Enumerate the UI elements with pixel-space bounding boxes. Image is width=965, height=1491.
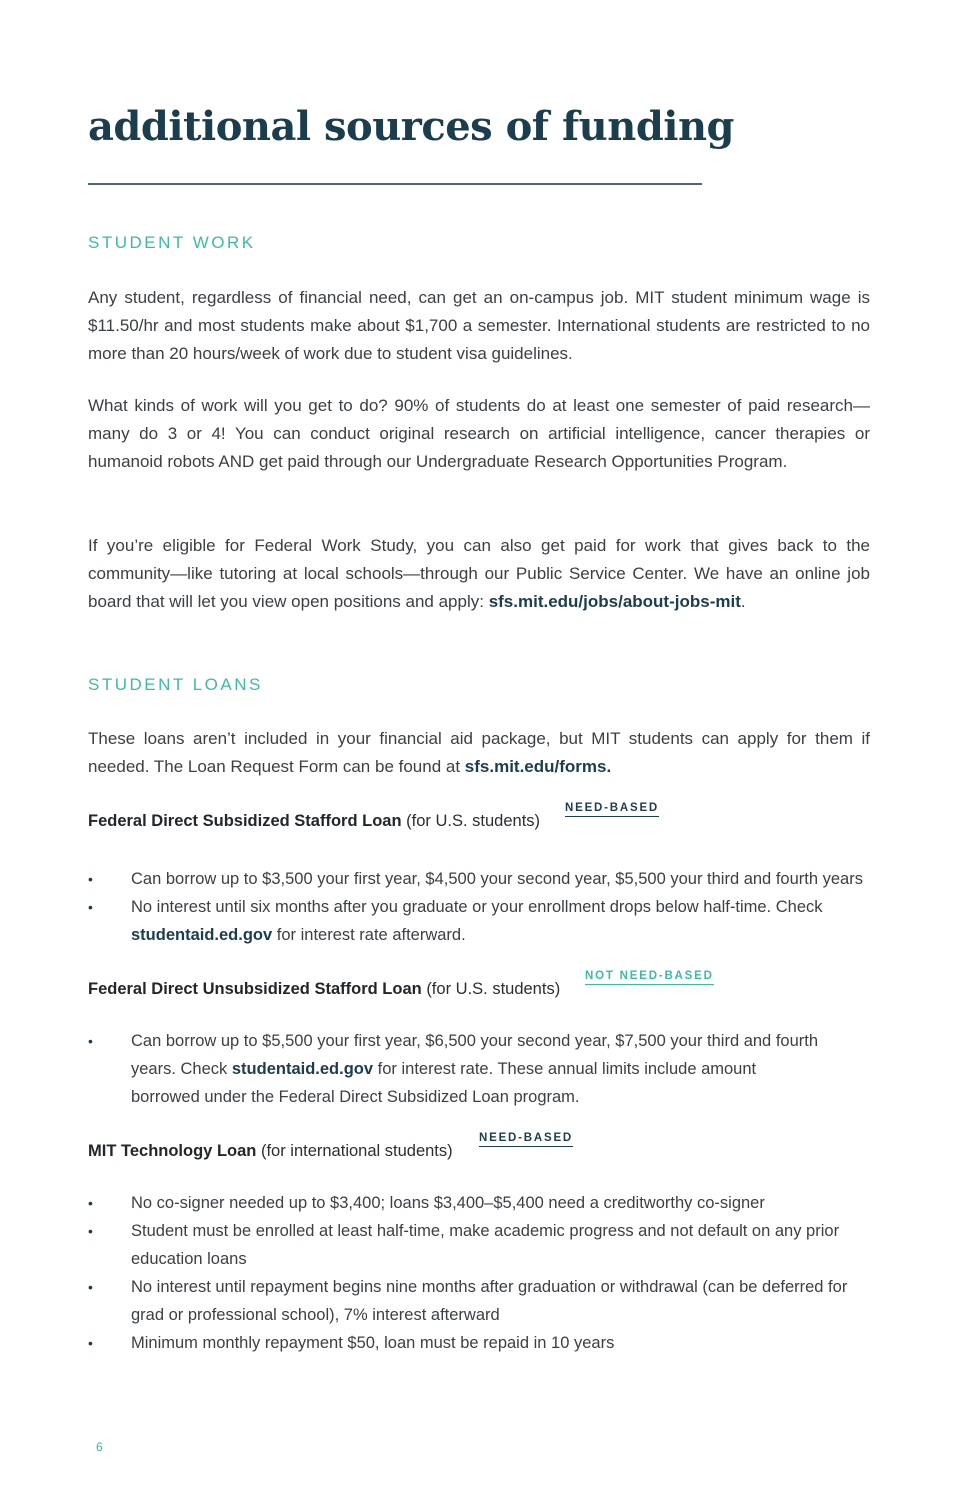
student-loans-intro: These loans aren’t included in your financial aid package, but MIT students can apply for them if needed. The Loan Request Form can be found at sfs.mit.edu/forms. (88, 729, 870, 776)
student-work-paragraph-2: What kinds of work will you get to do? 90% of students do at least one semester of paid research—many do 3 or 4! You can conduct original research on artificial intelligence, cancer therapies or humanoid robots AND get paid through our Undergraduate Research Opportunities Program. (88, 396, 870, 471)
list-item: • No interest until repayment begins nine months after graduation or withdrawal (can be deferred for grad or professional school), 7% interest afterward (88, 1273, 848, 1329)
student-work-paragraph-3: If you’re eligible for Federal Work Study, you can also get paid for work that gives back to the community—like tutoring at local schools—through our Public Service Center. We have an online job board that will let you view open positions and apply: sfs.mit.edu/jobs/about-jobs-mit. (88, 536, 870, 611)
title-divider (88, 183, 702, 185)
section-heading-student-work: STUDENT WORK (88, 233, 256, 252)
loan-title-unsubsidized: Federal Direct Unsubsidized Stafford Loan (for U.S. students) (88, 980, 561, 998)
subsidized-loan-bullets (88, 865, 870, 949)
studentaid-link[interactable]: studentaid.ed.gov (131, 926, 273, 944)
list-item: • No co-signer needed up to $3,400; loans $3,400–$5,400 need a creditworthy co-signer (88, 1189, 848, 1217)
list-item: • Minimum monthly repayment $50, loan must be repaid in 10 years (88, 1329, 848, 1357)
bullet-icon: • (88, 1335, 93, 1351)
bullet-icon: • (88, 1195, 93, 1211)
need-based-badge: NEED-BASED (565, 802, 659, 817)
unsubsidized-loan-bullets (88, 1027, 828, 1111)
studentaid-link[interactable]: studentaid.ed.gov (231, 1060, 374, 1078)
loan-title-subsidized: Federal Direct Subsidized Stafford Loan (for U.S. students) (88, 812, 541, 830)
bullet-icon: • (88, 899, 93, 915)
need-based-badge: NEED-BASED (479, 1132, 573, 1147)
list-item: • Can borrow up to $5,500 your first year, $6,500 your second year, $7,500 your third and fourth years. Check studentaid.ed.gov for interest rate. These annual limits include amount borrowed under the Federal Direct Subsidized Loan program. (88, 1027, 828, 1111)
student-work-paragraph-1: Any student, regardless of financial need, can get an on-campus job. MIT student minimum wage is $11.50/hr and most students make about $1,700 a semester. International students are restricted to no more than 20 hours/week of work due to student visa guidelines. (88, 288, 870, 363)
list-item: • No interest until six months after you graduate or your enrollment drops below half-time. Check studentaid.ed.gov for interest rate afterward. (88, 893, 870, 949)
section-heading-student-loans: STUDENT LOANS (88, 675, 263, 694)
not-need-based-badge: NOT NEED-BASED (585, 970, 714, 985)
loan-title-mit-technology: MIT Technology Loan (for international students) (88, 1142, 453, 1160)
bullet-icon: • (88, 1223, 93, 1239)
forms-link[interactable]: sfs.mit.edu/forms. (464, 757, 612, 776)
mit-technology-loan-bullets (88, 1189, 848, 1357)
jobs-link[interactable]: sfs.mit.edu/jobs/about-jobs-mit (488, 592, 741, 611)
bullet-icon: • (88, 1279, 93, 1295)
bullet-icon: • (88, 1033, 93, 1049)
bullet-icon: • (88, 871, 93, 887)
page-title: additional sources of funding (88, 103, 735, 150)
page-number: 6 (96, 1440, 103, 1454)
list-item: • Student must be enrolled at least half-time, make academic progress and not default on any prior education loans (88, 1217, 848, 1273)
list-item: • Can borrow up to $3,500 your first year, $4,500 your second year, $5,500 your third and fourth years (88, 865, 870, 893)
